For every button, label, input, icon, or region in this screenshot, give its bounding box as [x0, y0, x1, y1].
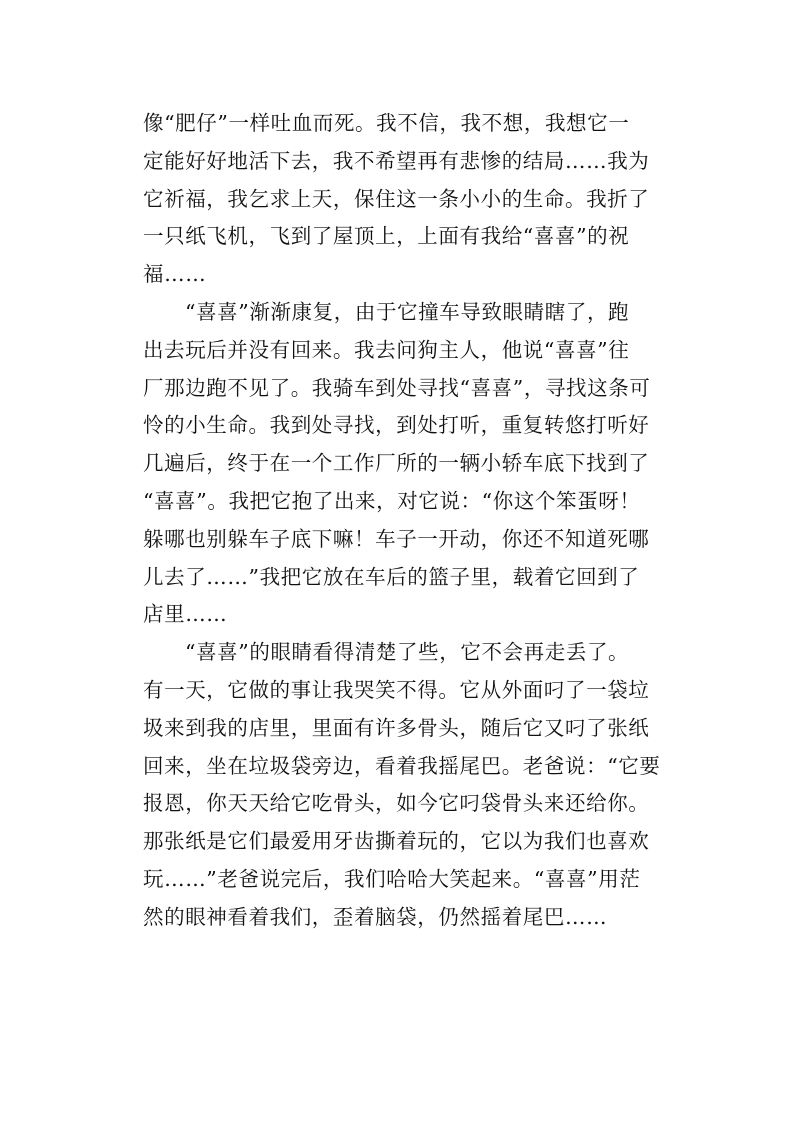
paragraph-start-line: “喜喜”的眼睛看得清楚了些，它不会再走丢了。 — [185, 640, 630, 665]
text-line: 出去玩后并没有回来。我去问狗主人，他说“喜喜”往 — [143, 337, 630, 362]
text-line: 像“肥仔”一样吐血而死。我不信，我不想，我想它一 — [143, 111, 630, 135]
text-line: 然的眼神看着我们，歪着脑袋，仍然摇着尾巴…… — [143, 904, 608, 929]
text-line: 怜的小生命。我到处寻找，到处打听，重复转悠打听好 — [143, 413, 650, 438]
text-line: 一只纸飞机，飞到了屋顶上，上面有我给“喜喜”的祝 — [143, 224, 630, 249]
text-line: 儿去了……”我把它放在车后的篮子里，载着它回到了 — [143, 564, 640, 589]
text-line: 报恩，你天天给它吃骨头，如今它叼袋骨头来还给你。 — [143, 791, 650, 816]
text-line: 躲哪也别躲车子底下嘛！车子一开动，你还不知道死哪 — [143, 526, 650, 551]
text-line: 有一天，它做的事让我哭笑不得。它从外面叼了一袋垃 — [143, 677, 650, 702]
text-line: 店里…… — [143, 602, 228, 627]
text-line: 厂那边跑不见了。我骑车到处寻找“喜喜”，寻找这条可 — [143, 375, 651, 400]
text-line: 那张纸是它们最爱用牙齿撕着玩的，它以为我们也喜欢 — [143, 829, 650, 854]
paragraph-start-line: “喜喜”渐渐康复，由于它撞车导致眼睛瞎了，跑 — [185, 299, 630, 324]
text-line: 几遍后，终于在一个工作厂所的一辆小轿车底下找到了 — [143, 451, 650, 476]
text-line: 玩……”老爸说完后，我们哈哈大笑起来。“喜喜”用茫 — [143, 866, 641, 891]
text-line: 它祈福，我乞求上天，保住这一条小小的生命。我折了 — [143, 186, 650, 211]
text-line: 圾来到我的店里，里面有许多骨头，随后它又叼了张纸 — [143, 715, 650, 740]
text-line: 回来，坐在垃圾袋旁边，看着我摇尾巴。老爸说：“它要 — [143, 753, 661, 778]
text-line: 福…… — [143, 262, 207, 287]
text-line: “喜喜”。我把它抱了出来，对它说：“你这个笨蛋呀！ — [143, 488, 641, 513]
story-text — [143, 105, 663, 937]
text-line: 定能好好地活下去，我不希望再有悲惨的结局……我为 — [143, 148, 650, 173]
